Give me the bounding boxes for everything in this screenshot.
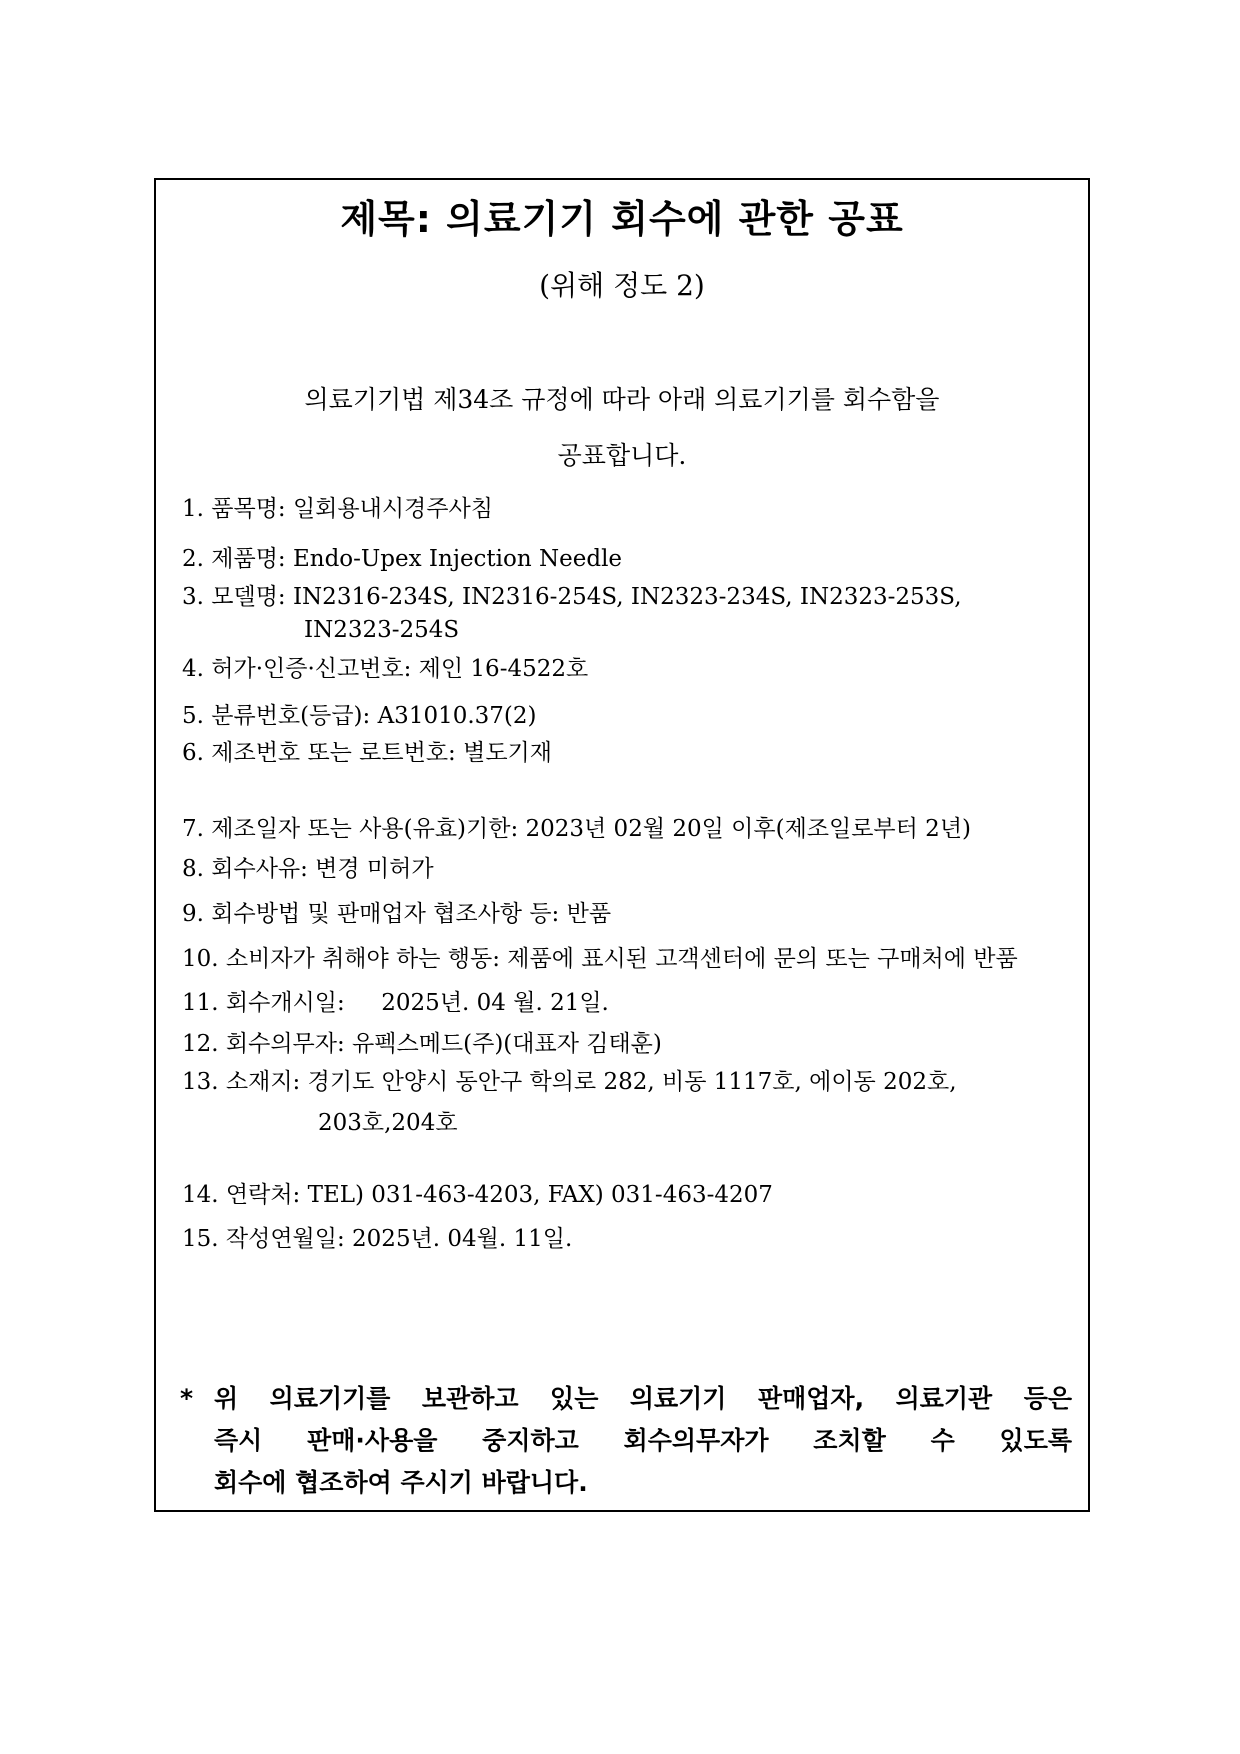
item-classification: 5. 분류번호(등급): A31010.37(2) xyxy=(182,703,537,729)
item-expiry: 7. 제조일자 또는 사용(유효)기한: 2023년 02월 20일 이후(제조일로부터 2년) xyxy=(182,816,972,842)
intro-line: 공표합니다. xyxy=(557,441,687,470)
item-written-date: 15. 작성연월일: 2025년. 04월. 11일. xyxy=(182,1226,573,1252)
item-contact: 14. 연락처: TEL) 031-463-4203, FAX) 031-463-4207 xyxy=(182,1182,773,1208)
footer-line: 위 의료기기를 보관하고 있는 의료기기 판매업자, 의료기관 등은 xyxy=(214,1384,1072,1413)
footer-notice xyxy=(180,1378,1072,1504)
asterisk-mark: * xyxy=(180,1384,194,1413)
item-address-cont: 203호,204호 xyxy=(318,1110,458,1136)
item-license-number: 4. 허가·인증·신고번호: 제인 16-4522호 xyxy=(182,656,589,682)
item-model-name-cont: IN2323-254S xyxy=(304,617,460,643)
item-model-name: 3. 모델명: IN2316-234S, IN2316-254S, IN2323-234S, IN2323-253S, IN2323-254S xyxy=(182,584,962,643)
item-address: 13. 소재지: 경기도 안양시 동안구 학의로 282, 비동 1117호, 에이동 202호, 203호,204호 xyxy=(182,1069,957,1136)
intro-line: 의료기기법 제34조 규정에 따라 아래 의료기기를 회수함을 xyxy=(304,385,940,414)
intro-paragraph xyxy=(216,372,1028,484)
notice-title: 제목: 의료기기 회수에 관한 공표 xyxy=(340,197,904,241)
item-recall-method: 9. 회수방법 및 판매업자 협조사항 등: 반품 xyxy=(182,901,612,927)
item-lot-number: 6. 제조번호 또는 로트번호: 별도기재 xyxy=(182,740,552,766)
item-brand-name: 2. 제품명: Endo-Upex Injection Needle xyxy=(182,546,623,572)
item-recall-obligor: 12. 회수의무자: 유펙스메드(주)(대표자 김태훈) xyxy=(182,1031,662,1057)
item-consumer-action: 10. 소비자가 취해야 하는 행동: 제품에 표시된 고객센터에 문의 또는 구매처에 반품 xyxy=(182,946,1018,972)
recall-notice-frame xyxy=(154,178,1090,1512)
item-recall-reason: 8. 회수사유: 변경 미허가 xyxy=(182,856,434,882)
item-recall-start-date: 11. 회수개시일: 2025년. 04 월. 21일. xyxy=(182,990,609,1016)
footer-line: 즉시 판매·사용을 중지하고 회수의무자가 조치할 수 있도록 xyxy=(214,1426,1072,1455)
footer-line: 회수에 협조하여 주시기 바랍니다. xyxy=(214,1468,588,1497)
hazard-level: (위해 정도 2) xyxy=(539,269,705,302)
item-product-name: 1. 품목명: 일회용내시경주사침 xyxy=(182,496,493,522)
